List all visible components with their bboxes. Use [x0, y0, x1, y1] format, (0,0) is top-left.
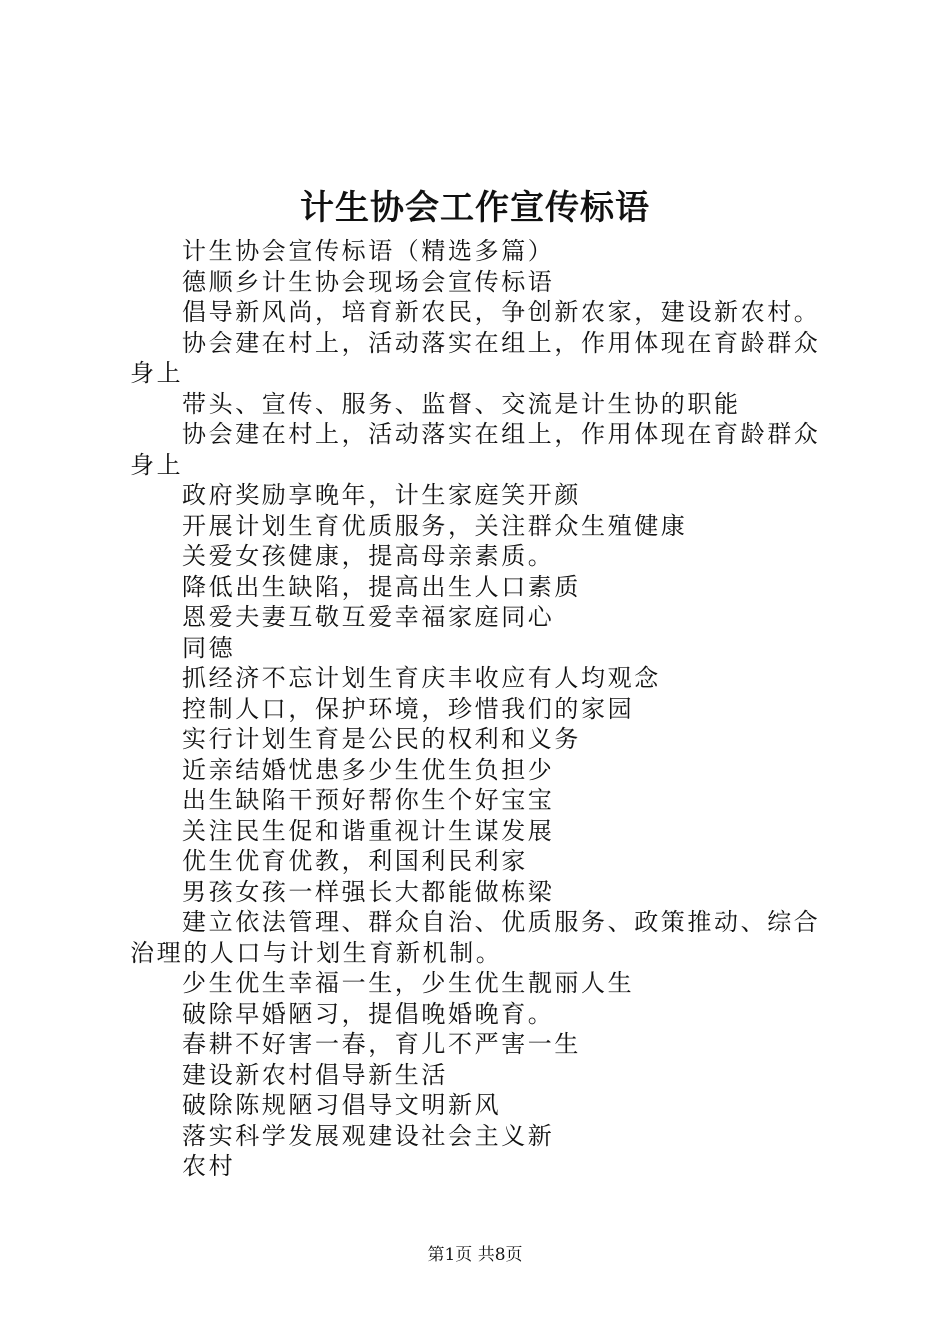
paragraph: 协会建在村上，活动落实在组上，作用体现在育龄群众身上	[130, 420, 821, 479]
paragraph: 计生协会宣传标语（精选多篇）	[182, 237, 555, 265]
paragraph: 控制人口，保护环境，珍惜我们的家园	[182, 694, 635, 723]
paragraph: 落实科学发展观建设社会主义新	[182, 1121, 555, 1150]
page-footer: 第1页 共8页	[427, 1245, 523, 1265]
paragraph: 破除早婚陋习，提倡晚婚晚育。	[182, 999, 555, 1028]
paragraph: 少生优生幸福一生，少生优生靓丽人生	[182, 969, 635, 997]
paragraph: 德顺乡计生协会现场会宣传标语	[182, 267, 555, 296]
paragraph: 协会建在村上，活动落实在组上，作用体现在育龄群众身上	[130, 328, 821, 387]
paragraph: 关注民生促和谐重视计生谋发展	[182, 816, 555, 845]
paragraph: 建立依法管理、群众自治、优质服务、政策推动、综合治理的人口与计划生育新机制。	[130, 908, 821, 967]
paragraph: 抓经济不忘计划生育庆丰收应有人均观念	[182, 664, 661, 692]
paragraph: 农村	[182, 1152, 236, 1180]
paragraph: 优生优育优教，利国利民利家	[182, 847, 528, 875]
paragraph: 关爱女孩健康，提高母亲素质。	[182, 542, 555, 570]
paragraph: 倡导新风尚，培育新农民，争创新农家，建设新农村。	[182, 298, 821, 326]
paragraph: 破除陈规陋习倡导文明新风	[182, 1091, 502, 1119]
paragraph: 同德	[182, 633, 236, 662]
paragraph: 出生缺陷干预好帮你生个好宝宝	[182, 786, 555, 814]
paragraph: 男孩女孩一样强长大都能做栋梁	[182, 877, 555, 906]
paragraph: 春耕不好害一春，育儿不严害一生	[182, 1030, 581, 1058]
paragraph: 带头、宣传、服务、监督、交流是计生协的职能	[182, 389, 741, 418]
document-title: 计生协会工作宣传标语	[300, 188, 650, 228]
paragraph: 实行计划生育是公民的权利和义务	[182, 725, 581, 753]
paragraph: 开展计划生育优质服务，关注群众生殖健康	[182, 511, 688, 540]
paragraph: 降低出生缺陷，提高出生人口素质	[182, 572, 581, 601]
paragraph: 政府奖励享晚年，计生家庭笑开颜	[182, 481, 581, 509]
paragraph: 近亲结婚忧患多少生优生负担少	[182, 755, 555, 784]
document-body	[130, 236, 832, 1182]
paragraph: 恩爱夫妻互敬互爱幸福家庭同心	[182, 603, 555, 631]
paragraph: 建设新农村倡导新生活	[182, 1060, 448, 1089]
